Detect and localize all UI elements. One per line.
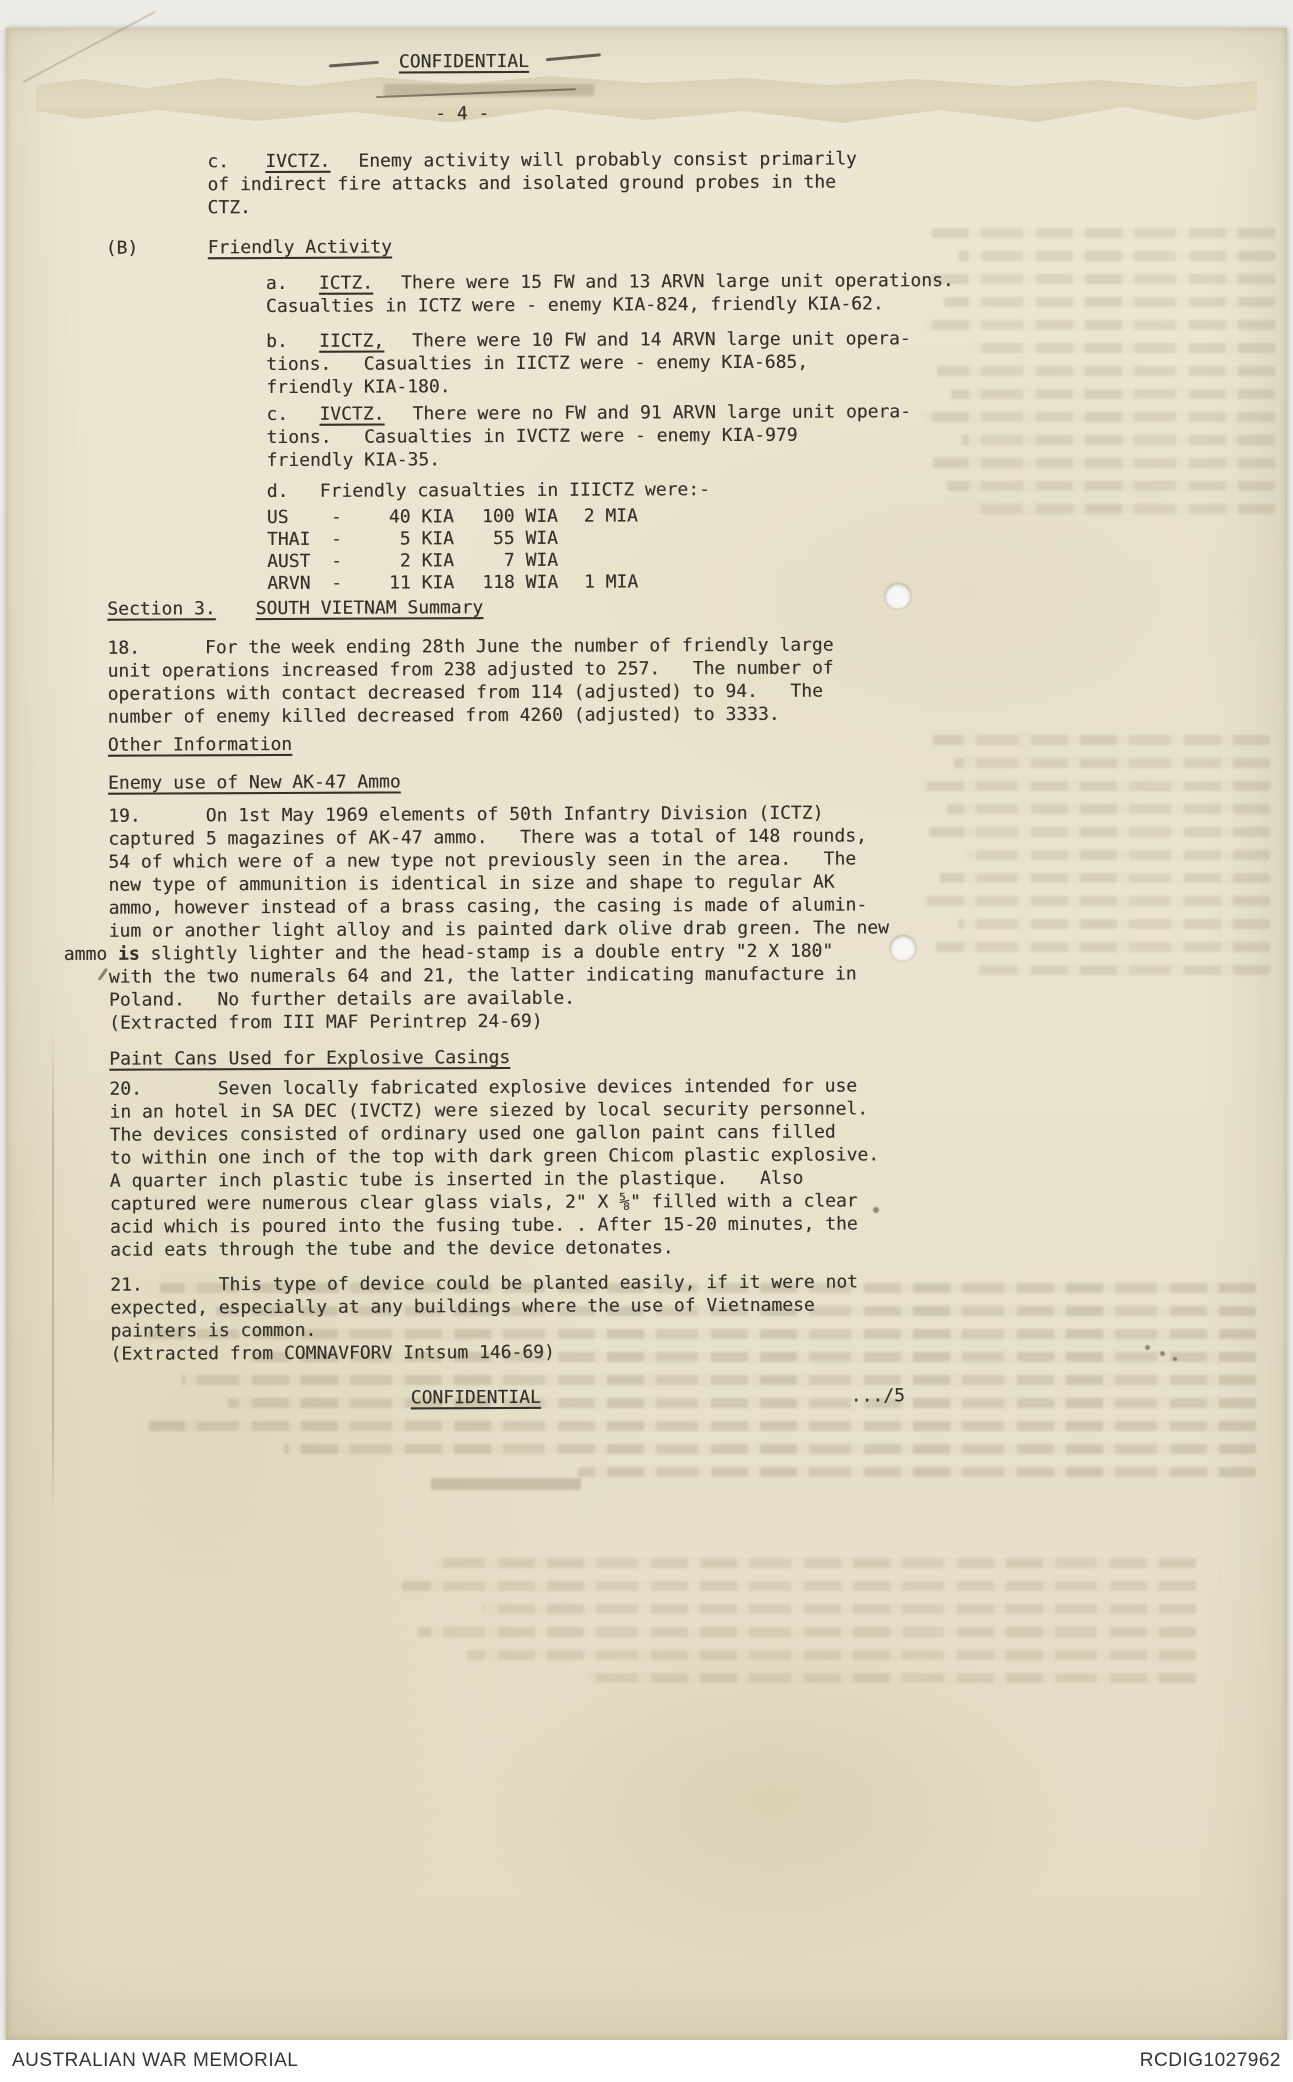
cell-kia: 11 KIA [389,572,455,594]
margin-tick-mark [98,968,108,981]
cell-wia: 118 WIA [482,571,559,594]
paragraph-19-part1: 19. On 1st May 1969 elements of 50th Infantry Division (ICTZ) captured 5 magazines of AK-47 ammo. There was a total of 148 rounds, 54 of which were of a new type not previously seen in the area. The new type of ammunition is identical in size and shape to regular AK ammo, however instead of a brass casing, the casing is made of alumin- ium or another light alloy and is painted dark olive drab green. The new [108,802,889,942]
paragraph-19-part2: with the two numerals 64 and 21, the latter indicating manufacture in Poland. No further details are available. (Extracted from III MAF Perintrep 24-69) [108,963,857,1034]
item-label: c. [266,403,289,426]
section-label: Section 3. [107,598,216,620]
cell-kia: 5 KIA [399,528,455,550]
cell-wia: 7 WIA [503,549,559,572]
cell-dash: - [330,528,342,550]
item-body: Enemy activity will probably consist primarily of indirect fire attacks and isolated ground probes in the CTZ. [207,148,857,219]
cell-unit: THAI [266,528,311,551]
outdent-pre: ammo [63,943,119,965]
paragraph-item-a-ictz [266,269,966,318]
table-row [267,571,638,595]
archive-footer-bar [0,2040,1293,2082]
outdent-rest: slightly lighter and the head-stamp is a double entry "2 X 180" [139,940,834,965]
paragraph-21: 21. This type of device could be planted easily, if it were not expected, especially at any buildings where the use of Vietnamese painters is common. (Extracted from COMNAVFORV Intsum 146-69) [110,1271,859,1365]
heading-paint-cans [109,1046,510,1071]
cell-dash: - [331,550,342,572]
archive-name: AUSTRALIAN WAR MEMORIAL [12,2050,299,2071]
cell-kia: 40 KIA [388,506,454,528]
heading-section-3 [107,596,483,621]
outdent-bold: is [117,943,140,965]
item-label: b. [266,330,288,353]
cell-unit: ARVN [267,572,311,595]
item-term: IVCTZ. [265,150,331,173]
item-body: There were no FW and 91 ARVN large unit opera- tions. Casualties in IVCTZ were - enemy KIA-979 friendly KIA-35. [266,401,911,472]
archive-id: RCDIG1027962 [1139,2050,1281,2071]
classification-header [399,50,529,74]
heading-friendly-activity [106,235,392,259]
classification-footer [411,1386,541,1410]
cell-kia: 2 KIA [399,550,455,572]
cell-unit: AUST [267,550,311,573]
item-body: There were 15 FW and 13 ARVN large unit operations. Casualties in ICTZ were - enemy KIA-824, friendly KIA-62. [265,270,954,318]
table-row [267,527,638,551]
item-label: d. [266,480,289,503]
table-row [267,505,638,529]
heading-ak47-ammo [108,770,401,794]
cell-dash: - [331,572,343,594]
paragraph-20: 20. Seven locally fabricated explosive devices intended for use in an hotel in SA DEC (IVCTZ) were siezed by local security personnel. The devices consisted of ordinary used one gallon paint cans filled to within one inch of the top with dark green Chicom plastic explosive. A quarter inch plastic tube is inserted in the plastique. Also captured were numerous clear glass vials, 2" X ⅝" filled with a clear acid which is poured into the fusing tube. . After 15-20 minutes, the acid eats through the tube and the device detonates. [109,1075,880,1261]
document-page [6,28,1287,2040]
item-lead-text: Friendly casualties in IIICTZ were:- [319,479,710,502]
section-title: SOUTH VIETNAM Summary [255,597,484,620]
item-term: IICTZ, [319,330,385,352]
heading-text: Paint Cans Used for Explosive Casings [109,1046,511,1070]
pen-stroke [329,61,379,68]
paragraph-item-d-casualties [267,477,967,595]
paragraph-item-c-ivctz-friendly [266,400,966,472]
section-title: Friendly Activity [207,236,392,259]
table-row [267,549,638,573]
heading-text: Other Information [107,733,293,756]
item-label: a. [265,272,288,295]
item-d-lead [267,477,967,503]
typed-content [6,23,1293,2041]
cell-mia [558,527,638,549]
classification-text: CONFIDENTIAL [410,1386,541,1409]
cell-mia [558,549,638,571]
paragraph-18: 18. For the week ending 28th June the number of friendly large unit operations increased from 238 adjusted to 257. The number of operations with contact decreased from 114 (adjusted) to 94. The number of enemy killed decreased from 4260 (adjusted) to 3333. [107,634,834,728]
cell-unit: US [266,506,289,529]
classification-text: CONFIDENTIAL [398,50,529,73]
cell-mia: 2 MIA [583,505,638,527]
item-label: c. [207,151,230,173]
strike-through-mark [376,88,576,98]
heading-text: Enemy use of New AK-47 Ammo [107,771,401,794]
item-term: ICTZ. [318,272,374,294]
heading-other-information [108,733,292,757]
item-body: There were 10 FW and 14 ARVN large unit opera- tions. Casualties in IICTZ were - enemy KIA-685, friendly KIA-180. [266,328,911,399]
page-continuation-ref: .../5 [850,1385,905,1407]
cell-wia: 55 WIA [492,527,559,550]
pen-stroke [546,53,601,61]
page-number: - 4 - [435,103,490,125]
cell-wia: 100 WIA [481,505,558,528]
casualty-table [267,505,638,595]
paragraph-item-b-iictz [266,327,966,399]
item-term: IVCTZ. [319,403,385,425]
cell-dash: - [330,506,342,528]
paragraph-item-c-ivctz [207,147,967,219]
cell-mia: 1 MIA [583,571,639,593]
section-label: (B) [105,237,139,259]
